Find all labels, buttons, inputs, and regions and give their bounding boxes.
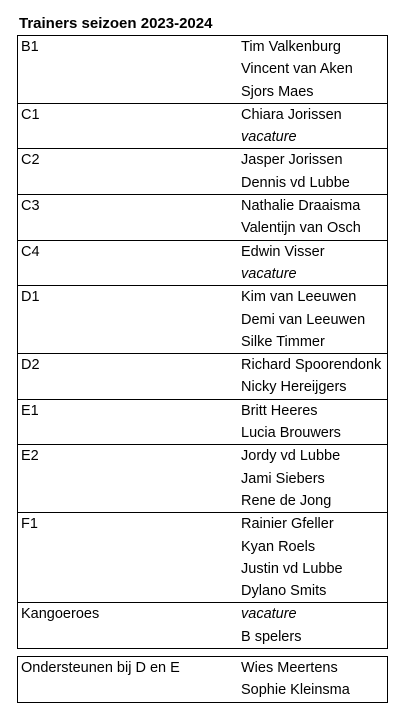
trainer-name: Rainier Gfeller bbox=[241, 516, 334, 533]
trainer-name: Demi van Leeuwen bbox=[241, 311, 366, 328]
trainers-table-body bbox=[18, 36, 388, 649]
page-title: Trainers seizoen 2023-2024 bbox=[19, 15, 213, 32]
trainer-name: Vincent van Aken bbox=[241, 61, 353, 78]
team-trainer-list bbox=[232, 603, 388, 649]
trainer-name: Kim van Leeuwen bbox=[241, 289, 357, 306]
team-trainer-list bbox=[232, 36, 388, 104]
team-trainer-list bbox=[232, 445, 388, 513]
support-trainer-list bbox=[232, 657, 388, 703]
trainer-name: Nicky Hereijgers bbox=[241, 379, 347, 396]
trainer-name: Dennis vd Lubbe bbox=[241, 174, 350, 191]
trainer-name: B spelers bbox=[241, 628, 302, 645]
trainer-name: Richard Spoorendonk bbox=[241, 357, 382, 374]
team-row bbox=[18, 399, 388, 445]
team-group-label: D2 bbox=[18, 354, 233, 400]
trainer-name: Wies Meertens bbox=[241, 660, 338, 676]
trainer-name: Sjors Maes bbox=[241, 83, 314, 100]
vacancy-name: vacature bbox=[241, 265, 297, 282]
support-table bbox=[17, 656, 388, 703]
team-group-label: C4 bbox=[18, 240, 233, 286]
team-trainer-list bbox=[232, 240, 388, 286]
team-row bbox=[18, 445, 388, 513]
trainer-name: Chiara Jorissen bbox=[241, 106, 342, 123]
support-row bbox=[18, 657, 388, 703]
trainer-name: Jami Siebers bbox=[241, 470, 325, 487]
team-row bbox=[18, 603, 388, 649]
team-trainer-list bbox=[232, 286, 388, 354]
team-trainer-list bbox=[232, 354, 388, 400]
trainer-name: Jordy vd Lubbe bbox=[241, 448, 341, 465]
team-group-label: E1 bbox=[18, 399, 233, 445]
team-trainer-list bbox=[232, 195, 388, 241]
team-group-label: B1 bbox=[18, 36, 233, 104]
trainer-name: Valentijn van Osch bbox=[241, 220, 361, 237]
trainer-name: Silke Timmer bbox=[241, 333, 325, 350]
vacancy-name: vacature bbox=[241, 129, 297, 146]
trainer-name: Rene de Jong bbox=[241, 492, 332, 509]
team-row bbox=[18, 103, 388, 149]
trainer-name: Dylano Smits bbox=[241, 583, 327, 600]
team-group-label: C3 bbox=[18, 195, 233, 241]
trainer-name: Kyan Roels bbox=[241, 538, 316, 555]
team-trainer-list bbox=[232, 149, 388, 195]
team-group-label: E2 bbox=[18, 445, 233, 513]
trainer-name: Nathalie Draaisma bbox=[241, 198, 361, 215]
team-trainer-list bbox=[232, 513, 388, 603]
trainer-name: Tim Valkenburg bbox=[241, 39, 341, 55]
team-group-label: C1 bbox=[18, 103, 233, 149]
trainer-name: Lucia Brouwers bbox=[241, 425, 341, 442]
team-trainer-list bbox=[232, 103, 388, 149]
team-row bbox=[18, 240, 388, 286]
team-row bbox=[18, 195, 388, 241]
team-group-label: F1 bbox=[18, 513, 233, 603]
trainer-name: Sophie Kleinsma bbox=[241, 682, 350, 699]
trainer-name: Britt Heeres bbox=[241, 402, 318, 419]
team-row bbox=[18, 286, 388, 354]
trainer-name: Edwin Visser bbox=[241, 243, 325, 260]
trainer-name: Jasper Jorissen bbox=[241, 152, 343, 169]
trainers-table bbox=[17, 35, 388, 649]
team-group-label: D1 bbox=[18, 286, 233, 354]
team-row bbox=[18, 354, 388, 400]
team-trainer-list bbox=[232, 399, 388, 445]
trainer-name: Justin vd Lubbe bbox=[241, 560, 343, 577]
team-row bbox=[18, 513, 388, 603]
team-group-label: Kangoeroes bbox=[18, 603, 233, 649]
support-group-label: Ondersteunen bij D en E bbox=[18, 657, 233, 703]
team-group-label: C2 bbox=[18, 149, 233, 195]
team-row bbox=[18, 36, 388, 104]
team-row bbox=[18, 149, 388, 195]
vacancy-name: vacature bbox=[241, 606, 297, 623]
